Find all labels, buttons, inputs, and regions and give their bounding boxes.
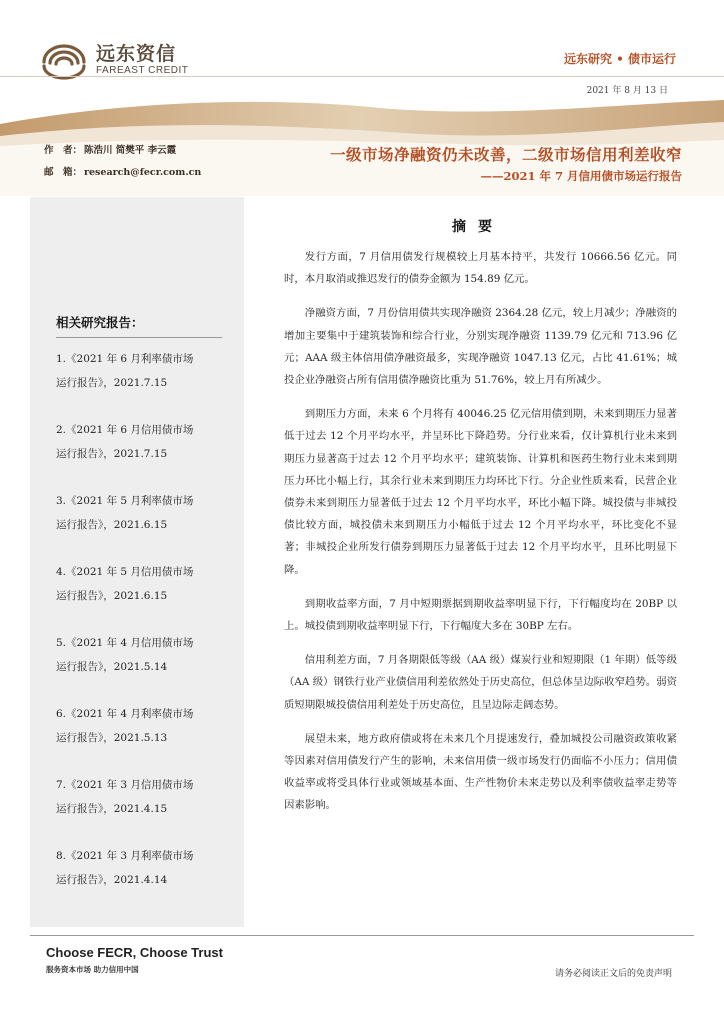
email-label: 邮 箱： xyxy=(44,167,83,178)
header-divider xyxy=(0,76,724,77)
author-label: 作 者： xyxy=(44,145,83,156)
related-report-item[interactable]: 2.《2021 年 6 月信用债市场 运行报告》，2021.7.15 xyxy=(56,424,194,460)
related-reports-heading: 相关研究报告： xyxy=(56,315,144,330)
abstract-paragraph-yield: 到期收益率方面，7 月中短期票据到期收益率明显下行，下行幅度均在 20BP 以上。城投债到期收益率明显下行，下行幅度大多在 30BP 左右。 xyxy=(284,597,677,633)
related-report-item[interactable]: 8.《2021 年 3 月利率债市场 运行报告》，2021.4.14 xyxy=(56,850,194,886)
footer-slogan: Choose FECR, Choose Trust xyxy=(46,945,223,960)
related-report-item[interactable]: 5.《2021 年 4 月信用债市场 运行报告》，2021.5.14 xyxy=(56,637,194,673)
report-date: 2021 年 8 月 13 日 xyxy=(586,86,668,96)
report-title: 一级市场净融资仍未改善，二级市场信用利差收窄 xyxy=(329,145,682,164)
related-report-item[interactable]: 6.《2021 年 4 月利率债市场 运行报告》，2021.5.13 xyxy=(56,708,194,744)
related-report-item[interactable]: 4.《2021 年 5 月信用债市场 运行报告》，2021.6.15 xyxy=(56,566,194,602)
brand-name-cn: 远东资信 xyxy=(96,43,177,65)
author-names: 陈浩川 简樊平 李云霞 xyxy=(84,145,177,156)
brand-name-en: FAREAST CREDIT xyxy=(96,65,189,76)
abstract-paragraph-issuance: 发行方面，7 月信用债发行规模较上月基本持平，共发行 10666.56 亿元。同时，本月取消或推迟发行的债券金额为 154.89 亿元。 xyxy=(284,251,677,286)
abstract-paragraph-credit-spread: 信用利差方面，7 月各期限低等级（AA 级）煤炭行业和短期限（1 年期）低等级（AA 级）钢铁行业产业债信用利差依然处于历史高位，但总体呈边际收窄趋势。弱资质短期限城投债信用利差处于历史高位，且呈边际走阔态势。 xyxy=(284,654,677,711)
abstract-paragraph-maturity-pressure: 到期压力方面，未来 6 个月将有 40046.25 亿元信用债到期，未来到期压力显著低于过去 12 个月平均水平，并呈环比下降趋势。分行业来看，仅计算机行业未来到期压力显著高于过去 12 个月平均水平；建筑装饰、计算机和医药生物行业未来到期压力环比小幅上行，其余行业未来到期压力均环比下行。分企业性质来看，民营企业债券未来到期压力显著低于过去 12 个月平均水平，环比小幅下降。城投债与非城投债比较方面，城投债未来到期压力小幅低于过去 12 个月平均水平，环比变化不显著；非城投企业所发行债券到期压力显著低于过去 12 个月平均水平，且环比明显下降。 xyxy=(284,408,677,576)
sidebar-divider xyxy=(56,337,222,338)
abstract-paragraph-net-financing: 净融资方面，7 月份信用债共实现净融资 2364.28 亿元，较上月减少；净融资的增加主要集中于建筑装饰和综合行业，分别实现净融资 1139.79 亿元和 713.96 亿元；AAA 级主体信用债净融资最多，实现净融资 1047.13 亿元，占比 41.61%；城投企业净融资占所有信用债净融资比重为 51.76%，较上月有所减少。 xyxy=(284,307,677,387)
footer-disclaimer: 请务必阅读正文后的免责声明 xyxy=(554,969,672,979)
footer-slogan-sub: 服务资本市场 助力信用中国 xyxy=(46,965,139,974)
fareast-logo-icon xyxy=(38,40,90,80)
related-reports-sidebar xyxy=(30,197,244,927)
related-report-item[interactable]: 7.《2021 年 3 月信用债市场 运行报告》，2021.4.15 xyxy=(56,779,194,815)
abstract-heading: 摘要 xyxy=(452,219,504,235)
author-email[interactable]: research@fecr.com.cn xyxy=(84,167,202,178)
related-report-item[interactable]: 3.《2021 年 5 月利率债市场 运行报告》，2021.6.15 xyxy=(56,495,194,531)
report-subtitle: ——2021 年 7 月信用债市场运行报告 xyxy=(480,169,682,183)
abstract-paragraph-outlook: 展望未来，地方政府债或将在未来几个月提速发行，叠加城投公司融资政策收紧等因素对信用债发行产生的影响，未来信用债一级市场发行仍面临不小压力；信用债收益率或将受具体行业或领域基本面、生产性物价未来走势以及利率债收益率走势等因素影响。 xyxy=(284,732,677,812)
report-series: 远东研究 • 债市运行 xyxy=(563,52,676,66)
related-report-item[interactable]: 1.《2021 年 6 月利率债市场 运行报告》，2021.7.15 xyxy=(56,353,194,389)
brand-logo xyxy=(38,40,188,80)
report-title-block xyxy=(330,144,682,186)
footer-divider xyxy=(30,935,694,936)
abstract-body xyxy=(284,246,677,829)
related-reports-list xyxy=(56,347,236,915)
author-block xyxy=(44,140,201,184)
